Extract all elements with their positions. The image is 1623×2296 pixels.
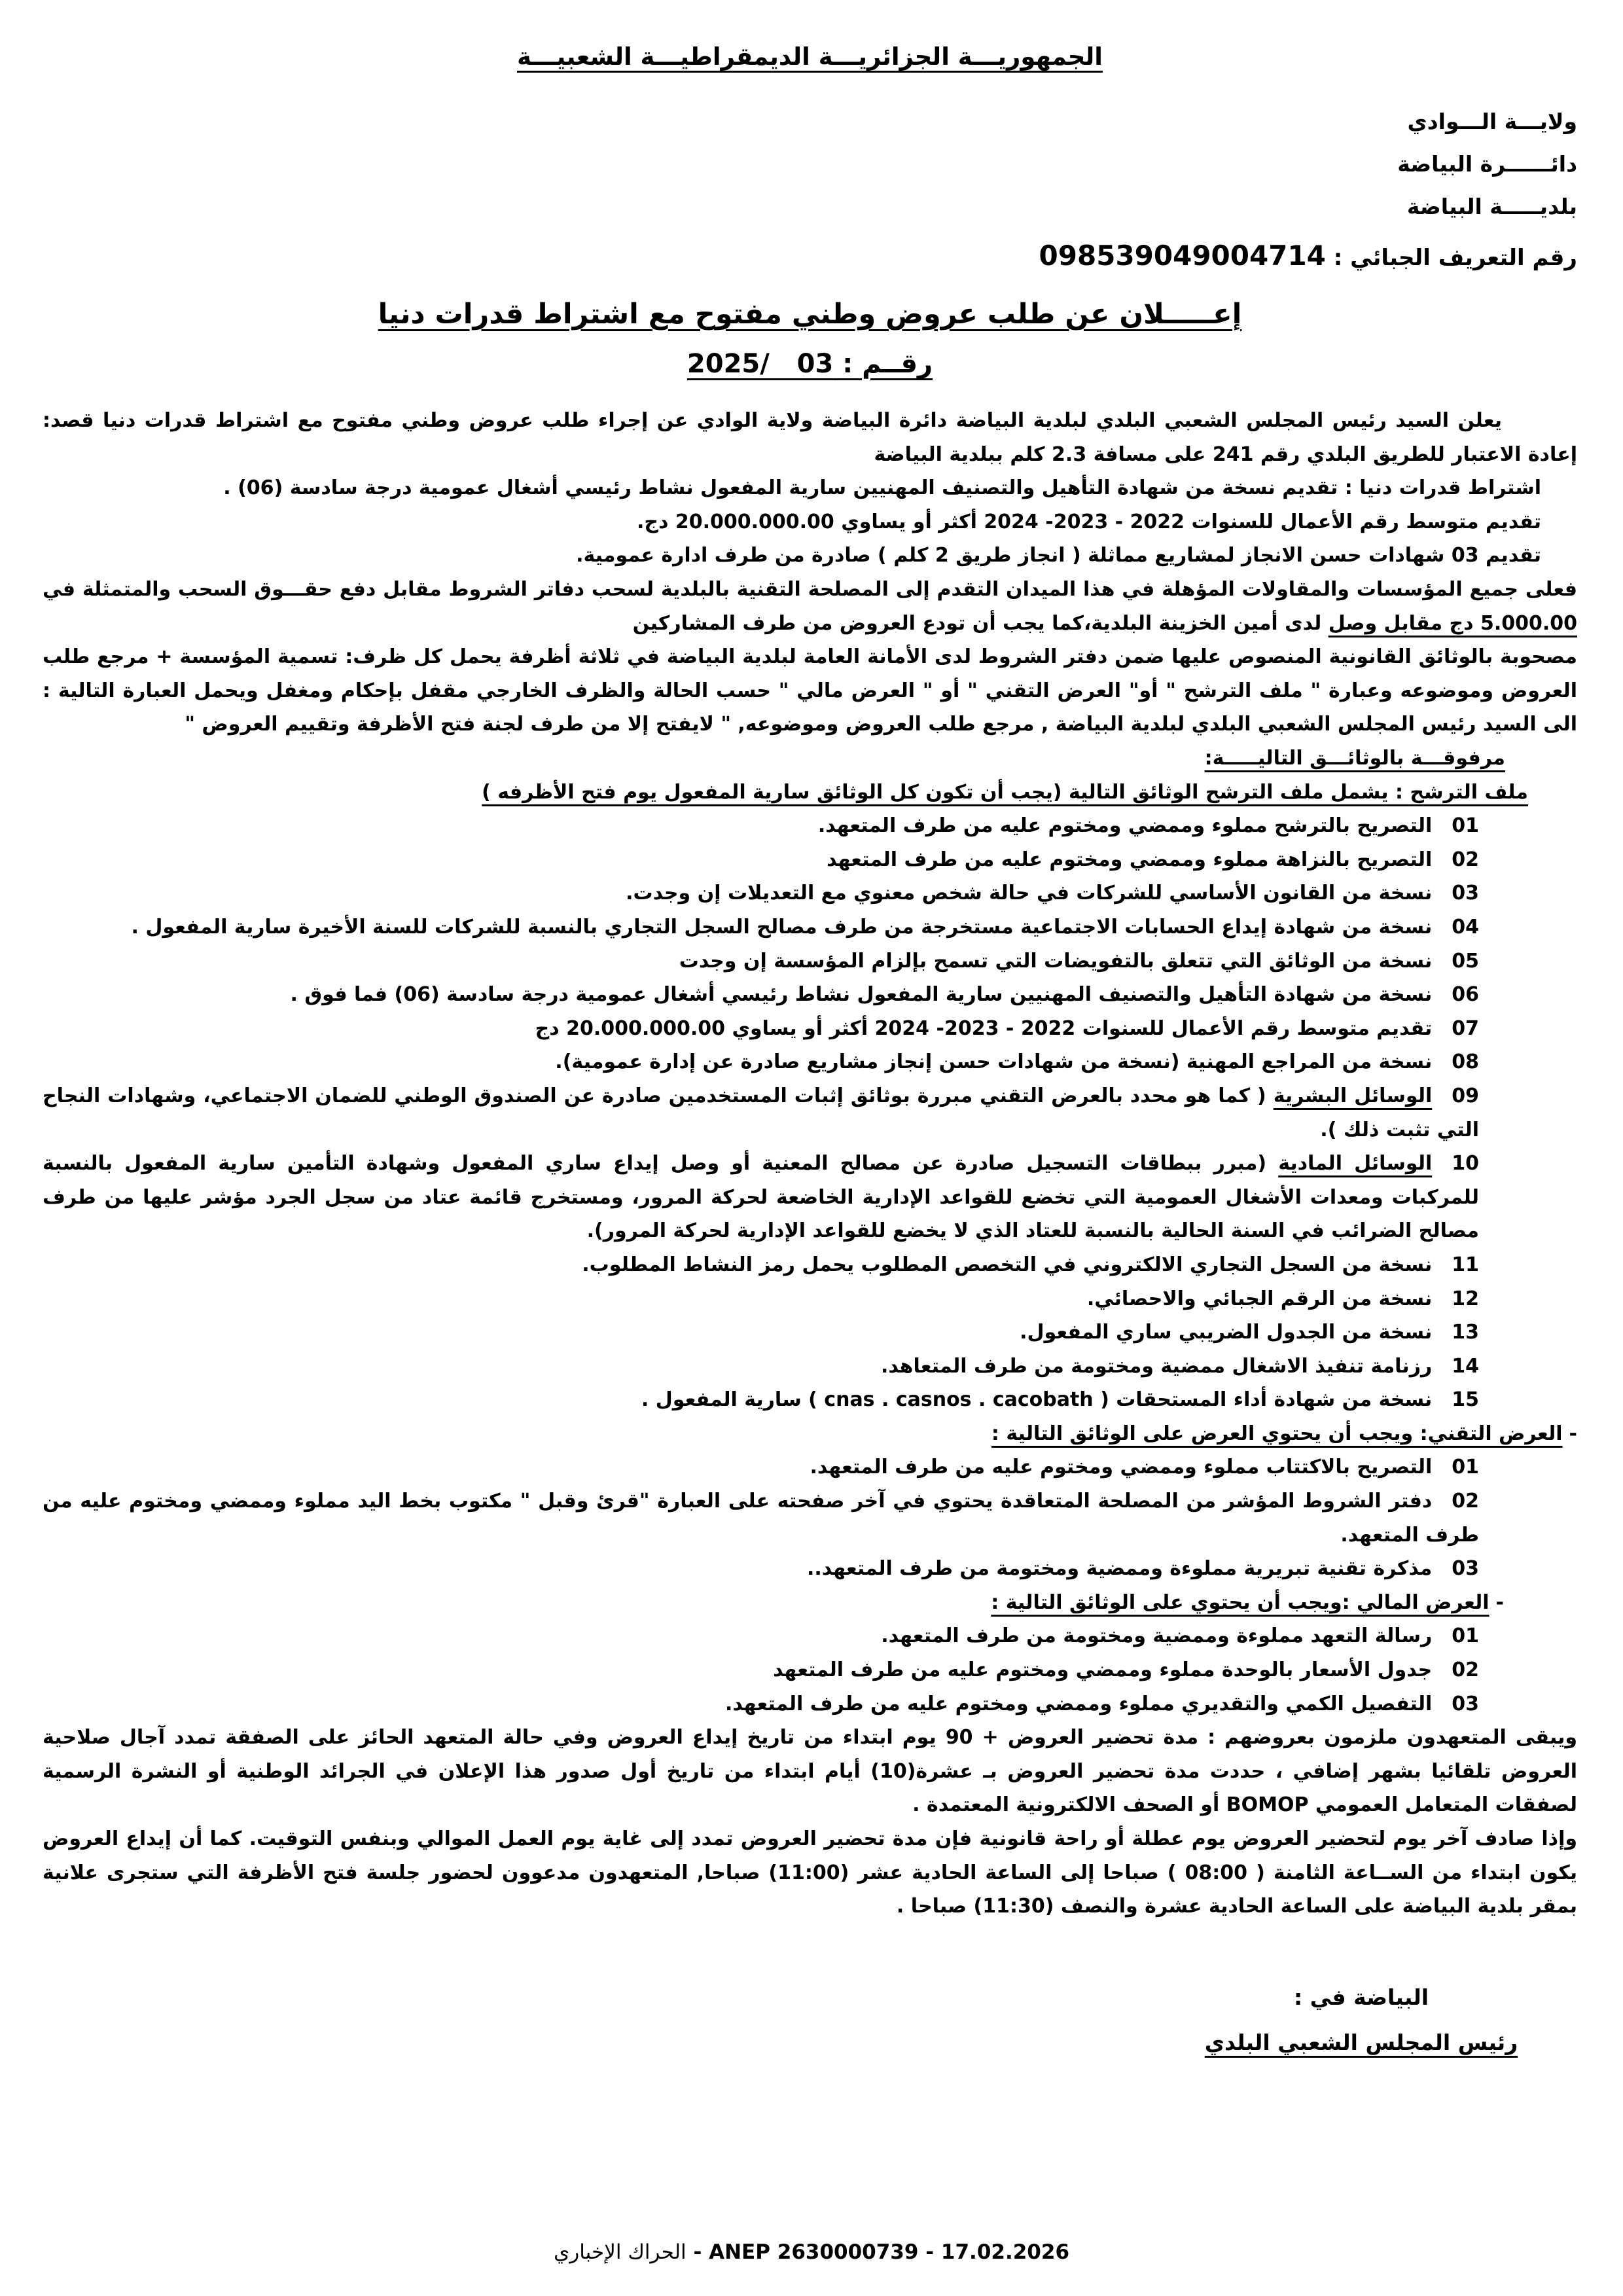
- list-item: [43, 944, 1577, 978]
- signature-title: رئيس المجلس الشعبي البلدي: [1204, 2030, 1518, 2056]
- list-item: [43, 1350, 1577, 1384]
- signature-block: [1145, 1975, 1577, 2066]
- item-text: التصريح بالنزاهة مملوء وممضي ومختوم عليه من طرف المتعهد: [827, 848, 1433, 871]
- item-text: التصريح بالاكتتاب مملوء وممضي ومختوم عليه من طرف المتعهد.: [810, 1456, 1433, 1479]
- heading-dash: -: [1495, 1590, 1504, 1614]
- condition-text: اشتراط قدرات دنيا : تقديم نسخة من شهادة التأهيل والتصنيف المهنيين سارية المفعول نشاط رئيسي أشغال عمومية درجة سادسة (06) .: [223, 476, 1541, 500]
- item-number: 13: [1452, 1321, 1479, 1344]
- item-text: نسخة من الرقم الجبائي والاحصائي.: [1086, 1287, 1433, 1310]
- list-item: [43, 1316, 1577, 1350]
- item-number: 09: [1452, 1084, 1479, 1107]
- anep-reference: - ANEP 2630000739 - 17.02.2026: [686, 2240, 1070, 2264]
- tax-id-line: [43, 228, 1577, 283]
- item-text: نسخة من شهادة إيداع الحسابات الاجتماعية مستخرجة من طرف مصالح السجل التجاري بالنسبة للشركات للسنة الأخيرة سارية المفعول .: [131, 915, 1433, 939]
- list-item: [43, 1045, 1577, 1079]
- financial-offer-list: [43, 1619, 1577, 1721]
- minimum-capacity-conditions: [43, 471, 1577, 573]
- item-number: 12: [1452, 1287, 1479, 1310]
- list-item: [43, 809, 1577, 843]
- issuing-authority-block: [43, 100, 1577, 283]
- list-item: [43, 1248, 1577, 1282]
- item-text: ( كما هو محدد بالعرض التقني مبررة بوثائق إثبات المستخدمين صادرة عن الصندوق الوطني للضمان الاجتماعي، وشهادات النجاح التي تثبت ذلك ).: [43, 1084, 1479, 1141]
- technical-offer-heading: -العرض التقني: ويجب أن يحتوي العرض على الوثائق التالية :: [991, 1422, 1577, 1445]
- list-item: [43, 1687, 1577, 1721]
- closing-paragraph-validity: ويبقى المتعهدون ملزمون بعروضهم : مدة تحضير العروض + 90 يوم ابتداء من تاريخ إيداع العروض وفي حالة المتعهد الحائز على الصفقة تمدد آجال صلاحية العروض تلقائيا بشهر إضافي ، حددت مدة تحضير العروض بـ عشرة(10) أيام ابتداء من تاريخ أول صدور هذا الإعلان في الجرائد الوطنية أو النشرة الرسمية لصفقات المتعامل العمومي BOMOP أو الصحف الالكترونية المعتمدة .: [43, 1726, 1578, 1817]
- item-text: التصريح بالترشح مملوء وممضي ومختوم عليه من طرف المتعهد.: [817, 814, 1433, 838]
- accompanied-heading: مرفوقـــة بالوثائـــق التاليـــــة:: [1204, 747, 1505, 770]
- list-item: [43, 1450, 1577, 1484]
- ref-label: رقــم :: [833, 349, 933, 380]
- item-number: 01: [1452, 1624, 1479, 1648]
- press-name: الحراك الإخباري: [553, 2240, 687, 2264]
- item-lead: الوسائل البشرية: [1273, 1084, 1433, 1107]
- item-number: 11: [1452, 1253, 1479, 1276]
- item-text: (مبرر ببطاقات التسجيل صادرة عن مصالح المعنية أو وصل إيداع ساري المفعول وشهادة التأمين سارية المفعول بالنسبة للمركبات ومعدات الأشغال العمومية التي تخضع للقواعد الإدارية الخاضعة لحركة المرور، ومستخرج قائمة عتاد من سجل الجرد مؤشر عليها من طرف مصالح الضرائب في السنة الحالية بالنسبة للعتاد الذي لا يخضع للقواعد الإدارية لحركة المرور).: [43, 1152, 1479, 1243]
- item-lead: الوسائل المادية: [1278, 1152, 1433, 1175]
- item-text: دفتر الشروط المؤشر من المصلحة المتعاقدة يحتوي في آخر صفحته على العبارة "قرئ وقبل " مكتوب بخط اليد مملوء وممضي ومختوم عليه من طرف المتعهد.: [43, 1490, 1479, 1547]
- candidacy-file-list: [43, 809, 1577, 1417]
- condition-line: [43, 539, 1577, 573]
- list-item: [43, 843, 1577, 877]
- tax-id-label: رقم التعريف الجبائي :: [1333, 244, 1577, 271]
- item-number: 02: [1452, 848, 1479, 871]
- withdraw-text-before: فعلى جميع المؤسسات والمقاولات المؤهلة في هذا الميدان التقدم إلى المصلحة التقنية بالبلدية لسحب دفاتر الشروط مقابل دفع حقـــوق السحب والمتمثلة في: [43, 578, 1577, 601]
- item-text: نسخة من السجل التجاري الالكتروني في التخصص المطلوب يحمل رمز النشاط المطلوب.: [582, 1253, 1433, 1276]
- wilaya-line: ولايـــة الـــوادي: [1407, 108, 1577, 134]
- announcement-ref-number: [43, 342, 1577, 387]
- technical-offer-list: [43, 1450, 1577, 1585]
- withdraw-paragraph: [43, 573, 1577, 640]
- item-text: نسخة من شهادة التأهيل والتصنيف المهنيين سارية المفعول نشاط رئيسي أشغال عمومية درجة سادسة (06) فما فوق .: [290, 983, 1433, 1007]
- list-item: [43, 910, 1577, 944]
- item-number: 05: [1452, 949, 1479, 973]
- ref-value: 2025/ 03: [687, 349, 834, 380]
- item-text: نسخة من المراجع المهنية (نسخة من شهادات حسن إنجاز مشاريع صادرة عن إدارة عمومية).: [555, 1050, 1433, 1074]
- footer-anep-line: [0, 2235, 1623, 2270]
- list-item: [43, 1012, 1577, 1046]
- signature-place-line: البياضة في :: [1293, 1984, 1429, 2010]
- item-text: نسخة من القانون الأساسي للشركات في حالة شخص معنوي مع التعديلات إن وجدت.: [626, 882, 1433, 905]
- item-number: 08: [1452, 1050, 1479, 1074]
- list-item: [43, 1383, 1577, 1417]
- intro-paragraph: يعلن السيد رئيس المجلس الشعبي البلدي لبلدية البياضة دائرة البياضة ولاية الوادي عن إجراء طلب عروض وطني مفتوح مع اشتراط قدرات دنيا قصد: إعادة الاعتبار للطريق البلدي رقم 241 على مسافة 2.3 كلم ببلدية البياضة: [43, 409, 1577, 466]
- country-header: [43, 36, 1577, 78]
- list-item: [43, 1653, 1577, 1687]
- condition-text: تقديم 03 شهادات حسن الانجاز لمشاريع مماثلة ( انجاز طريق 2 كلم ) صادرة من طرف ادارة عمومية.: [576, 544, 1541, 567]
- item-number: 10: [1452, 1152, 1479, 1175]
- list-item: [43, 1282, 1577, 1316]
- item-number: 02: [1452, 1659, 1479, 1682]
- financial-offer-heading: -العرض المالي :ويجب أن يحتوي على الوثائق التالية :: [991, 1590, 1504, 1614]
- list-item: [43, 876, 1577, 910]
- item-text: التفصيل الكمي والتقديري مملوء وممضي ومختوم عليه من طرف المتعهد.: [724, 1692, 1433, 1715]
- candidacy-file-heading: ملف الترشح : يشمل ملف الترشح الوثائق التالية (يجب أن تكون كل الوثائق سارية المفعول يوم فتح الأظرفه ): [482, 780, 1528, 804]
- item-number: 03: [1452, 1557, 1479, 1581]
- item-text: مذكرة تقنية تبريرية مملوءة وممضية ومختومة من طرف المتعهد..: [806, 1557, 1433, 1581]
- item-text: رزنامة تنفيذ الاشغال ممضية ومختومة من طرف المتعاهد.: [880, 1354, 1433, 1378]
- item-number: 01: [1452, 1456, 1479, 1479]
- envelope-paragraph: مصحوبة بالوثائق القانونية المنصوص عليها ضمن دفتر الشروط لدى الأمانة العامة لبلدية البياضة في ثلاثة أظرفة يحمل كل ظرف: تسمية المؤسسة + مرجع طلب العروض وموضوعه وعبارة " ملف الترشح " أو" العرض التقني " أو " العرض مالي " حسب الحالة والظرف الخارجي مقفل بإحكام ومغفل ويحمل العبارة التالية : الى السيد رئيس المجلس الشعبي البلدي لبلدية البياضة , مرجع طلب العروض وموضوعه, " لايفتح إلا من طرف لجنة فتح الأظرفة وتقييم العروض ": [43, 645, 1577, 736]
- item-text: نسخة من شهادة أداء المستحقات ( cnas . casnos . cacobath ) سارية المفعول .: [641, 1388, 1433, 1412]
- item-number: 03: [1452, 1692, 1479, 1715]
- list-item: [43, 978, 1577, 1012]
- condition-text: تقديم متوسط رقم الأعمال للسنوات 2022 - 2023- 2024 أكثر أو يساوي 20.000.000.00 دج.: [636, 510, 1541, 533]
- closing-paragraph-deadline: وإذا صادف آخر يوم لتحضير العروض يوم عطلة أو راحة قانونية فإن مدة تحضير العروض تمدد إلى غاية يوم العمل الموالي وبنفس التوقيت. كما أن إيداع العروض يكون ابتداء من الســاعة الثامنة ( 08:00 ) صباحا إلى الساعة الحادية عشر (11:00) صباحا, المتعهدون مدعوون لحضور جلسة فتح الأظرفة التي ستجرى علانية بمقر بلدية البياضة على الساعة الحادية عشرة والنصف (11:30) صباحا .: [43, 1827, 1577, 1918]
- item-number: 01: [1452, 814, 1479, 838]
- item-number: 14: [1452, 1354, 1479, 1378]
- condition-line: [43, 505, 1577, 539]
- item-text: نسخة من الجدول الضريبي ساري المفعول.: [1020, 1321, 1433, 1344]
- condition-line: [43, 471, 1577, 505]
- item-number: 02: [1452, 1490, 1479, 1513]
- item-text: جدول الأسعار بالوحدة مملوء وممضي ومختوم عليه من طرف المتعهد: [773, 1659, 1433, 1682]
- item-number: 07: [1452, 1016, 1479, 1040]
- country-header-text: الجمهوريـــة الجزائريـــة الديمقراطيـــة الشعبيـــة: [516, 43, 1103, 71]
- item-number: 04: [1452, 915, 1479, 939]
- commune-line: بلديـــــة البياضة: [1406, 194, 1577, 220]
- item-number: 06: [1452, 983, 1479, 1007]
- list-item: [43, 1147, 1577, 1248]
- heading-dash: -: [1569, 1422, 1577, 1445]
- announcement-title-text: إعـــــلان عن طلب عروض وطني مفتوح مع اشتراط قدرات دنيا: [378, 297, 1242, 331]
- item-number: 15: [1452, 1388, 1479, 1412]
- fee-amount: 5.000.00 دج مقابل وصل: [1328, 611, 1577, 635]
- item-text: نسخة من الوثائق التي تتعلق بالتفويضات التي تسمح بإلزام المؤسسة إن وجدت: [679, 949, 1433, 973]
- withdraw-text-after: لدى أمين الخزينة البلدية،كما يجب أن تودع العروض من طرف المشاركين: [632, 611, 1329, 635]
- item-text: رسالة التعهد مملوءة وممضية ومختومة من طرف المتعهد.: [881, 1624, 1433, 1648]
- list-item: [43, 1079, 1577, 1147]
- daira-line: دائــــــرة البياضة: [1397, 151, 1577, 177]
- tax-id-number: 098539049004714: [1039, 239, 1326, 272]
- item-text: تقديم متوسط رقم الأعمال للسنوات 2022 - 2023- 2024 أكثر أو يساوي 20.000.000.00 دج: [535, 1016, 1433, 1040]
- list-item: [43, 1552, 1577, 1586]
- list-item: [43, 1484, 1577, 1552]
- announcement-title: [43, 293, 1577, 336]
- item-number: 03: [1452, 882, 1479, 905]
- list-item: [43, 1619, 1577, 1653]
